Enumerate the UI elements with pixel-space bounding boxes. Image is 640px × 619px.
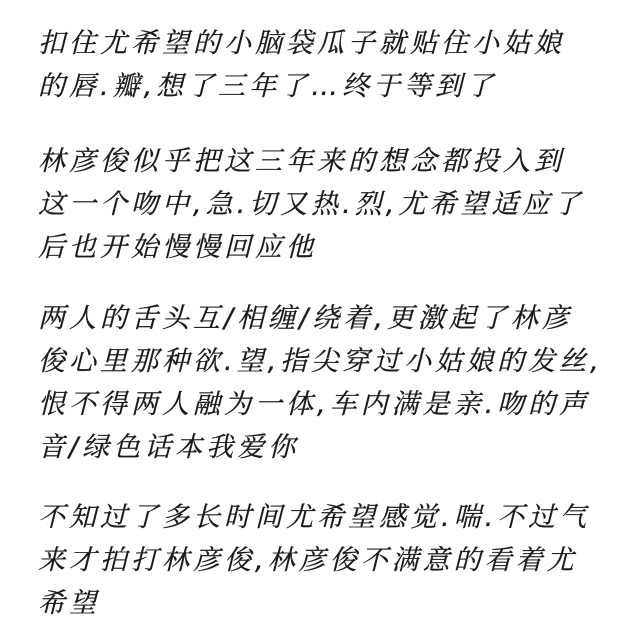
paragraph-line: 的唇.瓣,想了三年了…终于等到了 xyxy=(38,71,498,102)
paragraph-line: 这一个吻中,急.切又热.烈,尤希望适应了 xyxy=(38,189,585,220)
paragraph-line: 希望 xyxy=(38,588,100,619)
paragraph-line: 扣住尤希望的小脑袋瓜子就贴住小姑娘 xyxy=(38,28,565,59)
paragraph-line: 恨不得两人融为一体,车内满是亲.吻的声 xyxy=(38,389,591,420)
paragraph-line: 后也开始慢慢回应他 xyxy=(38,232,317,263)
paragraph-line: 不知过了多长时间尤希望感觉.喘.不过气 xyxy=(38,502,591,533)
paragraph-line: 林彦俊似乎把这三年来的想念都投入到 xyxy=(38,146,565,177)
paragraph-4 xyxy=(38,496,608,619)
paragraph-line: 来才拍打林彦俊,林彦俊不满意的看着尤 xyxy=(38,545,578,576)
paragraph-line: 俊心里那种欲.望,指尖穿过小姑娘的发丝, xyxy=(38,346,603,377)
paragraph-line: 两人的舌头互/相缠/绕着,更激起了林彦 xyxy=(38,303,573,334)
paragraph-1 xyxy=(38,22,608,108)
paragraph-3 xyxy=(38,297,608,469)
paragraph-line: 音/绿色话本我爱你 xyxy=(38,432,300,463)
paragraph-2 xyxy=(38,140,608,269)
